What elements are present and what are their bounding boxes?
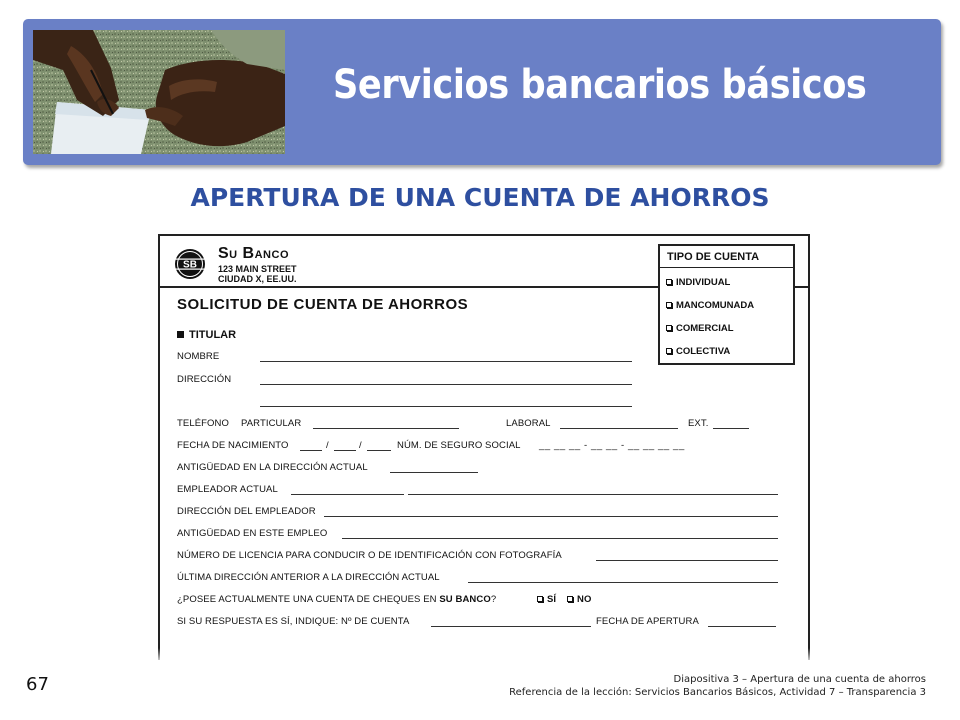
direccion-label: DIRECCIÓN [177, 374, 232, 385]
section-label: TITULAR [189, 329, 237, 341]
bank-street: 123 MAIN STREET [218, 264, 297, 274]
direccion-empleador-field[interactable] [324, 516, 778, 517]
account-type-box [658, 244, 795, 365]
form-title: SOLICITUD DE CUENTA DE AHORROS [177, 296, 469, 313]
page-number: 67 [26, 674, 49, 695]
section-titular [177, 329, 236, 341]
slide-footer [509, 673, 926, 699]
telefono-particular-field[interactable] [313, 428, 459, 429]
account-type-title: TIPO DE CUENTA [667, 251, 760, 263]
telefono-laboral-field[interactable] [560, 428, 678, 429]
numero-cuenta-label: SI SU RESPUESTA ES SÍ, INDIQUE: Nº DE CUENTA [177, 616, 410, 627]
option-label: COMERCIAL [676, 323, 734, 334]
checkbox-icon[interactable] [537, 596, 543, 602]
fecha-anio-field[interactable] [367, 450, 391, 451]
licencia-label: NÚMERO DE LICENCIA PARA CONDUCIR O DE IDENTIFICACIÓN CON FOTOGRAFÍA [177, 550, 562, 561]
fecha-apertura-field[interactable] [708, 626, 776, 627]
direccion-field-1[interactable] [260, 384, 632, 385]
pregunta-bank-name: SU BANCO [439, 594, 491, 605]
fecha-mes-field[interactable] [300, 450, 322, 451]
banner-photo-hands-signing [33, 30, 285, 154]
bank-city: CIUDAD X, EE.UU. [218, 274, 297, 284]
checkbox-icon[interactable] [567, 596, 573, 602]
bullet-square-icon [177, 331, 184, 338]
account-type-option-comercial[interactable] [666, 323, 734, 334]
option-label: COLECTIVA [676, 346, 731, 357]
account-type-divider [660, 267, 793, 268]
direccion-empleador-label: DIRECCIÓN DEL EMPLEADOR [177, 506, 316, 517]
fecha-separator: / [359, 440, 362, 451]
banner-title: Servicios bancarios básicos [333, 62, 867, 108]
empleador-field-2[interactable] [408, 494, 778, 495]
ultima-direccion-label: ÚLTIMA DIRECCIÓN ANTERIOR A LA DIRECCIÓN ACTUAL [177, 572, 440, 583]
option-label: MANCOMUNADA [676, 300, 755, 311]
fecha-apertura-label: FECHA DE APERTURA [596, 616, 699, 627]
antiguedad-direccion-label: ANTIGÜEDAD EN LA DIRECCIÓN ACTUAL [177, 462, 368, 473]
pregunta-text: ¿POSEE ACTUALMENTE UNA CUENTA DE CHEQUES EN [177, 594, 437, 605]
checkbox-icon[interactable] [666, 348, 672, 354]
hands-signing-image [33, 30, 285, 154]
fecha-nacimiento-label: FECHA DE NACIMIENTO [177, 440, 289, 451]
ext-label: EXT. [688, 418, 709, 429]
checkbox-icon[interactable] [666, 302, 672, 308]
pregunta-mark: ? [490, 594, 497, 605]
bank-name: Su Banco [218, 245, 290, 262]
form-fade-edge [150, 648, 820, 664]
option-label: INDIVIDUAL [676, 277, 731, 288]
licencia-field[interactable] [596, 560, 778, 561]
bank-logo-text: SB [183, 259, 197, 271]
empleador-label: EMPLEADOR ACTUAL [177, 484, 278, 495]
footer-line-2: Referencia de la lección: Servicios Bancarios Básicos, Actividad 7 – Transparencia 3 [509, 687, 926, 698]
nombre-field[interactable] [260, 361, 632, 362]
antiguedad-empleo-field[interactable] [342, 538, 778, 539]
checkbox-icon[interactable] [666, 279, 672, 285]
checkbox-icon[interactable] [666, 325, 672, 331]
fecha-separator: / [326, 440, 329, 451]
ultima-direccion-field[interactable] [468, 582, 778, 583]
direccion-field-2[interactable] [260, 406, 632, 407]
no-label: NO [577, 594, 592, 605]
laboral-label: LABORAL [506, 418, 551, 429]
telefono-label: TELÉFONO [177, 418, 230, 429]
footer-line-1: Diapositiva 3 – Apertura de una cuenta de ahorros [673, 674, 926, 685]
account-type-option-colectiva[interactable] [666, 346, 730, 357]
nombre-label: NOMBRE [177, 351, 220, 362]
option-no[interactable] [567, 594, 591, 605]
antiguedad-empleo-label: ANTIGÜEDAD EN ESTE EMPLEO [177, 528, 328, 539]
account-type-option-mancomunada[interactable] [666, 300, 754, 311]
slide-heading: APERTURA DE UNA CUENTA DE AHORROS [190, 183, 770, 212]
fecha-dia-field[interactable] [334, 450, 356, 451]
ext-field[interactable] [713, 428, 749, 429]
account-type-option-individual[interactable] [666, 277, 730, 288]
antiguedad-direccion-field[interactable] [390, 472, 478, 473]
seguro-social-field[interactable]: __ __ __ - __ __ - __ __ __ __ [539, 440, 685, 451]
bank-logo-icon [174, 248, 206, 280]
option-si[interactable] [537, 594, 556, 605]
particular-label: PARTICULAR [241, 418, 302, 429]
numero-cuenta-field[interactable] [431, 626, 591, 627]
seguro-social-label: NÚM. DE SEGURO SOCIAL [397, 440, 521, 451]
pregunta-cuenta-cheques [177, 594, 496, 605]
empleador-field-1[interactable] [291, 494, 404, 495]
si-label: SÍ [547, 594, 557, 605]
